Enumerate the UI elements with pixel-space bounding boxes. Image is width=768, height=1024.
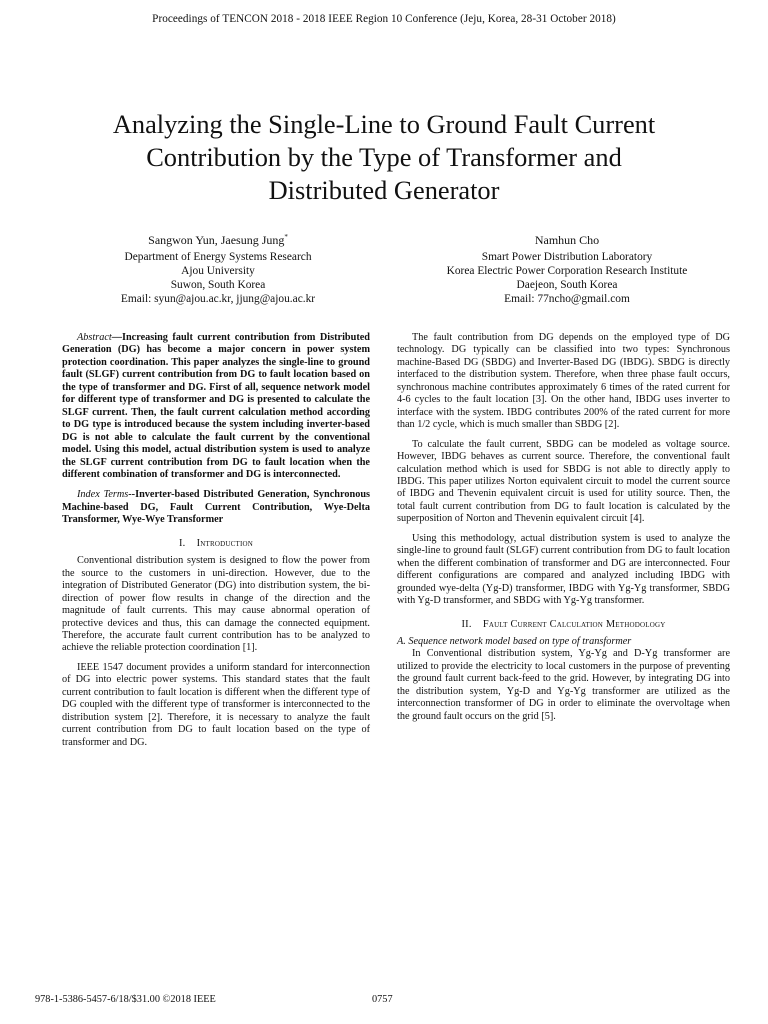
body-paragraph-3: Using this methodology, actual distribution system is used to analyze the single-line to ground fault (SLGF) current contribution from DG to fault location when the different combination of transformer and DG are interconnected. Four different configurations are compared and analyzed including IBDG with grounded wye-delta (Yg-D) transformer, IBDG with Yg-Yg transformer, SBDG with Yg-D transformer, and SBDG with Yg-Yg transformer. bbox=[397, 532, 730, 607]
page-number: 0757 bbox=[372, 994, 393, 1005]
abstract-text: —Increasing fault current contribution from Distributed Generation (DG) has become a major concern in power system protection coordination. This paper analyzes the single-line to ground fault (SLGF) current contribution from DG to fault location based on the type of transformer and DG. First of all, sequence network model for different type of transformer and DG is presented to calculate the SLGF current. Then, the fault current calculation method according to DG type is introduced because the system including inverter-based DG is not able to calculate the fault current by the conventional model. Using this model, actual distribution system is used to analyze the SLGF current contribution from DG to fault location when the different combination of transformer and DG is interconnected. bbox=[62, 332, 370, 480]
section-number: I. bbox=[178, 537, 186, 549]
index-terms-text: --Inverter-based Distributed Generation, Synchronous Machine-based DG, Fault Current Contribution, Wye-Delta Transformer, Wye-Wye Transformer bbox=[62, 489, 371, 526]
methodology-paragraph-1: In Conventional distribution system, Yg-Yg and D-Yg transformer are utilized to provide the electricity to local customers in the purpose of preventing the ground fault current back-feed to the grid. However, by integrating DG into the distribution system, Yg-D and Yg-Yg transformer are utilized as the interconnection transformer of DG in order to eliminate the overvoltage when the ground fault occurs on the grid [5]. bbox=[397, 648, 730, 722]
index-terms-lead: Index Terms bbox=[77, 489, 129, 501]
section-number: II. bbox=[461, 618, 472, 630]
left-column bbox=[62, 332, 370, 749]
paper-title bbox=[40, 108, 728, 207]
author-location-right: Daejeon, South Korea bbox=[516, 279, 618, 292]
author-department-left: Department of Energy Systems Research bbox=[124, 251, 312, 263]
subsection-heading-a: A. Sequence network model based on type of transformer bbox=[397, 635, 632, 647]
conference-header: Proceedings of TENCON 2018 - 2018 IEEE Region 10 Conference (Jeju, Korea, 28-31 October 2018) bbox=[152, 13, 616, 25]
abstract-lead: Abstract bbox=[77, 332, 112, 343]
title-line-3: Distributed Generator bbox=[268, 175, 500, 205]
right-column bbox=[397, 332, 730, 723]
author-university-left: Ajou University bbox=[181, 265, 255, 278]
author-department-right: Smart Power Distribution Laboratory bbox=[481, 251, 653, 263]
intro-paragraph-2: IEEE 1547 document provides a uniform standard for interconnection of DG into electric power systems. This standard states that the fault current contribution to fault location is different when the different type of DG coupled with the different type of transformer is interconnected to the distribution system [2]. Therefore, it is necessary to analyze the fault current contribution from DG to fault location based on the type of transformer and DG. bbox=[62, 661, 370, 748]
section-heading-methodology bbox=[397, 619, 730, 631]
section-heading-introduction bbox=[62, 538, 370, 550]
abstract bbox=[62, 332, 370, 481]
author-block-right bbox=[417, 233, 717, 306]
body-paragraph-2: To calculate the fault current, SBDG can be modeled as voltage source. However, IBDG behaves as current source. Therefore, the conventional fault calculation method which is used for SBDG is not able to directly apply to IBDG. This paper utilizes Norton equivalent circuit to model the current source of IBDG and Thevenin equivalent circuit is used for utility source. Then, the total fault current contribution from DG to fault location is calculated by the superposition of Norton and Thevenin equivalent circuit [4]. bbox=[397, 438, 730, 525]
footer-copyright: 978-1-5386-5457-6/18/$31.00 ©2018 IEEE bbox=[35, 994, 216, 1005]
title-line-1: Analyzing the Single-Line to Ground Fault Current bbox=[112, 109, 656, 139]
author-names-right: Namhun Cho bbox=[534, 233, 600, 247]
author-email-left: Email: syun@ajou.ac.kr, jjung@ajou.ac.kr bbox=[120, 293, 316, 306]
body-paragraph-1: The fault contribution from DG depends on the employed type of DG technology. DG typically can be classified into two types: Synchronous machine-Based DG (SBDG) and Inverter-Based DG (IBDG). SBDG is directly interfaced to the distribution system. Therefore, when three phase fault occurs, synchronous machine contributes approximately 6 times of the rated current for 4-6 cycles to the fault location [3]. On the other hand, IBDG uses inverter to interface with the system. IBDG contributes 200% of the rated current for more than 1/2 cycle, which is much smaller than SBDG [2]. bbox=[397, 332, 730, 431]
author-block-left bbox=[58, 233, 378, 306]
author-institute-right: Korea Electric Power Corporation Research Institute bbox=[446, 265, 688, 278]
author-location-left: Suwon, South Korea bbox=[170, 279, 266, 292]
title-line-2: Contribution by the Type of Transformer and bbox=[146, 142, 622, 172]
author-email-right: Email: 77ncho@gmail.com bbox=[504, 293, 630, 306]
intro-paragraph-1: Conventional distribution system is designed to flow the power from the source to the customers in uni-direction. However, due to the integration of Distributed Generator (DG) into distribution system, the bi-direction of power flow results in change of the direction and the magnitude of fault currents. This may cause abnormal operation of protective devices and thus, this can damage the connected equipment. Therefore, the accurate fault current contribution has to be analyzed to achieve the reliable protection coordination [1]. bbox=[62, 555, 370, 654]
author-names-left: Sangwon Yun, Jaesung Jung* bbox=[148, 233, 288, 247]
section-title: Introduction bbox=[196, 537, 254, 549]
corresponding-author-marker: * bbox=[284, 233, 288, 241]
section-title: Fault Current Calculation Methodology bbox=[482, 618, 666, 630]
index-terms bbox=[62, 489, 370, 526]
